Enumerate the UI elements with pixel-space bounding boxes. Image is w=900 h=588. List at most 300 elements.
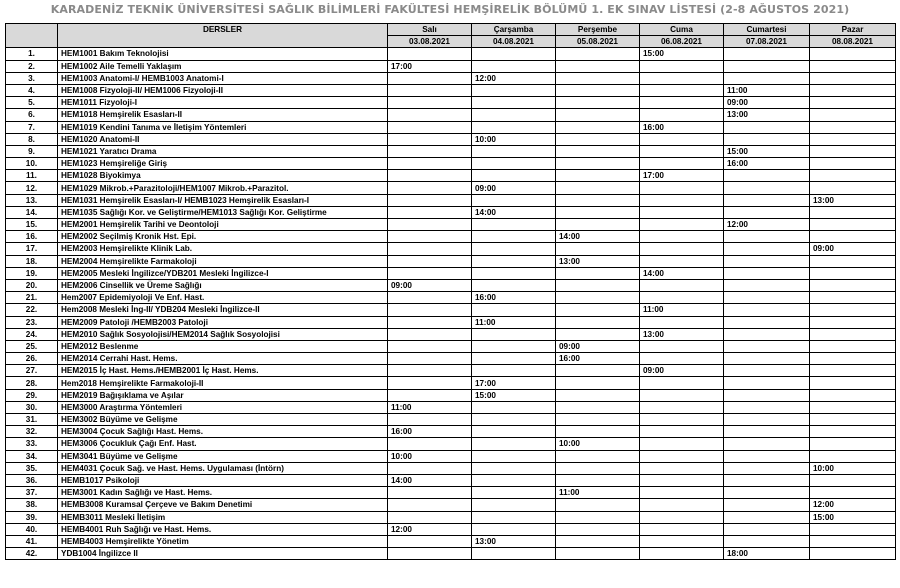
exam-time-cell [810,340,896,352]
row-number: 4. [6,84,58,96]
header-row-days [6,24,896,36]
table-row [6,438,896,450]
exam-time-cell [640,182,724,194]
exam-time-cell [810,316,896,328]
course-name: HEM3006 Çocukluk Çağı Enf. Hast. [58,438,388,450]
exam-time-cell [556,109,640,121]
row-number: 10. [6,158,58,170]
table-row [6,194,896,206]
exam-time-cell [388,292,472,304]
exam-time-cell [388,84,472,96]
exam-time-cell [640,414,724,426]
row-number: 3. [6,72,58,84]
exam-time-cell [724,48,810,60]
exam-time-cell [388,219,472,231]
exam-time-cell: 12:00 [810,499,896,511]
course-name: HEM2001 Hemşirelik Tarihi ve Deontoloji [58,219,388,231]
table-row [6,523,896,535]
table-row [6,389,896,401]
exam-time-cell [640,206,724,218]
exam-time-cell: 11:00 [640,304,724,316]
exam-time-cell [724,426,810,438]
exam-time-cell [556,474,640,486]
header-day: Pazar [810,24,896,36]
exam-time-cell: 18:00 [724,548,810,560]
exam-time-cell: 09:00 [556,340,640,352]
exam-time-cell: 12:00 [472,72,556,84]
exam-time-cell [472,279,556,291]
exam-time-cell [640,535,724,547]
exam-time-cell [556,292,640,304]
exam-time-cell [472,84,556,96]
row-number: 34. [6,450,58,462]
exam-time-cell [724,328,810,340]
row-number: 15. [6,219,58,231]
exam-time-cell: 09:00 [640,365,724,377]
table-row [6,206,896,218]
exam-time-cell [388,353,472,365]
row-number: 22. [6,304,58,316]
exam-time-cell: 16:00 [640,121,724,133]
course-name: Hem2018 Hemşirelikte Farmakoloji-II [58,377,388,389]
course-name: HEM1018 Hemşirelik Esasları-II [58,109,388,121]
exam-time-cell [556,219,640,231]
exam-time-cell [640,316,724,328]
exam-time-cell: 11:00 [556,487,640,499]
exam-time-cell: 17:00 [472,377,556,389]
exam-time-cell: 14:00 [388,474,472,486]
row-number: 35. [6,462,58,474]
exam-time-cell [640,72,724,84]
row-number: 18. [6,255,58,267]
exam-time-cell [472,511,556,523]
exam-time-cell [810,182,896,194]
row-number: 2. [6,60,58,72]
exam-time-cell [556,206,640,218]
exam-time-cell: 11:00 [724,84,810,96]
exam-time-cell [388,109,472,121]
table-row [6,48,896,60]
exam-time-cell: 11:00 [472,316,556,328]
header-date: 05.08.2021 [556,36,640,48]
course-name: HEMB3008 Kuramsal Çerçeve ve Bakım Denetimi [58,499,388,511]
row-number: 33. [6,438,58,450]
exam-time-cell [640,133,724,145]
exam-time-cell [472,158,556,170]
exam-time-cell [810,121,896,133]
exam-time-cell [724,267,810,279]
exam-time-cell: 16:00 [556,353,640,365]
header-date: 08.08.2021 [810,36,896,48]
exam-time-cell [556,511,640,523]
exam-time-cell: 16:00 [388,426,472,438]
exam-time-cell [810,353,896,365]
table-row [6,535,896,547]
row-number: 39. [6,511,58,523]
exam-time-cell [640,401,724,413]
row-number: 14. [6,206,58,218]
exam-time-cell [388,462,472,474]
exam-time-cell [810,231,896,243]
exam-time-cell [810,158,896,170]
exam-time-cell [810,84,896,96]
exam-time-cell [724,414,810,426]
table-row [6,219,896,231]
table-row [6,316,896,328]
header-day: Salı [388,24,472,36]
exam-time-cell [640,462,724,474]
exam-time-cell [810,97,896,109]
exam-time-cell [810,401,896,413]
exam-time-cell [556,145,640,157]
exam-time-cell [640,292,724,304]
course-name: HEM1028 Biyokimya [58,170,388,182]
table-row [6,414,896,426]
exam-time-cell: 10:00 [810,462,896,474]
course-name: HEM2015 İç Hast. Hems./HEMB2001 İç Hast. Hems. [58,365,388,377]
exam-time-cell [724,194,810,206]
exam-time-cell [724,133,810,145]
exam-time-cell [810,145,896,157]
exam-time-cell [810,48,896,60]
table-row [6,499,896,511]
exam-time-cell [810,535,896,547]
exam-time-cell [810,365,896,377]
exam-time-cell [640,511,724,523]
exam-time-cell [388,267,472,279]
exam-time-cell [640,474,724,486]
exam-time-cell [472,426,556,438]
table-row [6,158,896,170]
row-number: 8. [6,133,58,145]
exam-time-cell [388,511,472,523]
row-number: 25. [6,340,58,352]
table-row [6,511,896,523]
row-number: 13. [6,194,58,206]
exam-time-cell [556,158,640,170]
course-name: HEM1021 Yaratıcı Drama [58,145,388,157]
exam-time-cell [556,267,640,279]
exam-time-cell [556,182,640,194]
exam-time-cell [472,414,556,426]
row-number: 36. [6,474,58,486]
table-row [6,255,896,267]
exam-time-cell [388,389,472,401]
exam-time-cell [556,523,640,535]
exam-time-cell [724,535,810,547]
row-number: 30. [6,401,58,413]
exam-time-cell [724,340,810,352]
exam-time-cell [724,474,810,486]
course-name: HEM3041 Büyüme ve Gelişme [58,450,388,462]
exam-time-cell [810,389,896,401]
exam-time-cell [556,389,640,401]
row-number: 19. [6,267,58,279]
exam-time-cell [556,450,640,462]
exam-time-cell [810,206,896,218]
exam-time-cell [556,328,640,340]
table-row [6,377,896,389]
exam-time-cell [556,401,640,413]
exam-time-cell: 09:00 [388,279,472,291]
course-name: Hem2007 Epidemiyoloji Ve Enf. Hast. [58,292,388,304]
exam-time-cell [472,523,556,535]
exam-time-cell [472,340,556,352]
course-name: HEM2019 Bağışıklama ve Aşılar [58,389,388,401]
course-name: HEM2009 Patoloji /HEMB2003 Patoloji [58,316,388,328]
row-number: 21. [6,292,58,304]
header-day: Perşembe [556,24,640,36]
exam-time-cell: 14:00 [556,231,640,243]
exam-time-cell [472,499,556,511]
table-row [6,462,896,474]
exam-time-cell [810,292,896,304]
exam-time-cell [472,255,556,267]
exam-time-cell [724,499,810,511]
course-name: HEM1031 Hemşirelik Esasları-I/ HEMB1023 Hemşirelik Esasları-I [58,194,388,206]
exam-time-cell [472,365,556,377]
exam-time-cell: 10:00 [556,438,640,450]
exam-time-cell [556,84,640,96]
exam-time-cell: 13:00 [810,194,896,206]
exam-time-cell [388,304,472,316]
exam-time-cell [640,84,724,96]
exam-time-cell [388,487,472,499]
exam-time-cell: 15:00 [810,511,896,523]
exam-time-cell [472,474,556,486]
row-number: 41. [6,535,58,547]
exam-time-cell: 17:00 [388,60,472,72]
table-row [6,365,896,377]
exam-time-cell [388,316,472,328]
exam-time-cell [640,158,724,170]
header-date: 04.08.2021 [472,36,556,48]
exam-time-cell [640,499,724,511]
row-number: 42. [6,548,58,560]
exam-time-cell [640,243,724,255]
exam-time-cell [388,206,472,218]
table-row [6,401,896,413]
exam-time-cell [810,328,896,340]
exam-time-cell [556,97,640,109]
exam-time-cell [388,365,472,377]
course-name: HEM4031 Çocuk Sağ. ve Hast. Hems. Uygulaması (İntörn) [58,462,388,474]
course-name: HEM2006 Cinsellik ve Üreme Sağlığı [58,279,388,291]
table-row [6,121,896,133]
exam-time-cell [640,60,724,72]
course-name: HEM1029 Mikrob.+Parazitoloji/HEM1007 Mikrob.+Parazitol. [58,182,388,194]
exam-time-cell [472,487,556,499]
table-row [6,279,896,291]
exam-time-cell [724,206,810,218]
exam-time-cell [388,414,472,426]
exam-time-cell [556,72,640,84]
course-name: HEM1019 Kendini Tanıma ve İletişim Yöntemleri [58,121,388,133]
exam-time-cell [472,328,556,340]
exam-time-cell [388,133,472,145]
header-date: 07.08.2021 [724,36,810,48]
exam-time-cell: 13:00 [640,328,724,340]
exam-time-cell [724,353,810,365]
exam-time-cell [640,523,724,535]
table-row [6,353,896,365]
exam-time-cell [556,316,640,328]
exam-time-cell [724,438,810,450]
table-row [6,170,896,182]
exam-time-cell [724,377,810,389]
exam-time-cell: 13:00 [472,535,556,547]
course-name: HEMB4003 Hemşirelikte Yönetim [58,535,388,547]
exam-time-cell [640,279,724,291]
course-name: HEMB3011 Mesleki İletişim [58,511,388,523]
exam-time-cell [724,72,810,84]
exam-time-cell [556,365,640,377]
exam-time-cell [724,462,810,474]
exam-time-cell [472,304,556,316]
exam-time-cell: 15:00 [640,48,724,60]
table-row [6,231,896,243]
exam-time-cell [640,548,724,560]
table-row [6,243,896,255]
exam-time-cell [472,353,556,365]
row-number: 27. [6,365,58,377]
exam-time-cell: 13:00 [724,109,810,121]
course-name: HEM3000 Araştırma Yöntemleri [58,401,388,413]
exam-time-cell [388,255,472,267]
exam-time-cell [472,97,556,109]
exam-time-cell [388,340,472,352]
exam-time-cell [724,182,810,194]
table-row [6,109,896,121]
exam-time-cell [388,243,472,255]
exam-time-cell [472,267,556,279]
course-name: HEM2014 Cerrahi Hast. Hems. [58,353,388,365]
exam-time-cell [556,414,640,426]
row-number: 12. [6,182,58,194]
table-row [6,474,896,486]
exam-time-cell [640,231,724,243]
exam-time-cell [472,145,556,157]
exam-time-cell [724,389,810,401]
exam-time-cell [556,377,640,389]
exam-time-cell [472,194,556,206]
row-number: 9. [6,145,58,157]
exam-time-cell [388,145,472,157]
exam-time-cell [810,438,896,450]
row-number: 26. [6,353,58,365]
row-number: 16. [6,231,58,243]
exam-time-cell: 14:00 [640,267,724,279]
exam-time-cell [640,255,724,267]
exam-time-cell [724,243,810,255]
course-name: HEM1020 Anatomi-II [58,133,388,145]
course-name: YDB1004 İngilizce II [58,548,388,560]
exam-time-cell [556,194,640,206]
header-day: Çarşamba [472,24,556,36]
exam-time-cell [472,60,556,72]
table-row [6,548,896,560]
exam-time-cell [556,279,640,291]
course-name: HEM1002 Aile Temelli Yaklaşım [58,60,388,72]
table-row [6,97,896,109]
exam-time-cell [810,72,896,84]
exam-time-cell [556,499,640,511]
header-day: Cuma [640,24,724,36]
course-name: HEM3001 Kadın Sağlığı ve Hast. Hems. [58,487,388,499]
exam-time-cell [810,487,896,499]
exam-time-cell [640,97,724,109]
row-number: 11. [6,170,58,182]
exam-time-cell [810,133,896,145]
exam-time-cell [640,219,724,231]
exam-time-cell [472,243,556,255]
exam-time-cell [724,365,810,377]
exam-time-cell: 13:00 [556,255,640,267]
table-row [6,328,896,340]
exam-time-cell: 12:00 [388,523,472,535]
exam-time-cell [556,133,640,145]
exam-time-cell: 09:00 [472,182,556,194]
exam-time-cell [556,426,640,438]
exam-time-cell [724,60,810,72]
course-name: HEM1003 Anatomi-I/ HEMB1003 Anatomi-I [58,72,388,84]
table-row [6,292,896,304]
exam-time-cell [640,109,724,121]
course-name: HEM1008 Fizyoloji-II/ HEM1006 Fizyoloji-II [58,84,388,96]
course-name: HEM2010 Sağlık Sosyolojisi/HEM2014 Sağlık Sosyolojisi [58,328,388,340]
exam-time-cell [556,170,640,182]
exam-time-cell [388,438,472,450]
row-number: 28. [6,377,58,389]
exam-time-cell [724,523,810,535]
row-number: 32. [6,426,58,438]
exam-time-cell [810,60,896,72]
exam-time-cell [640,389,724,401]
exam-time-cell [472,548,556,560]
table-row [6,133,896,145]
table-row [6,60,896,72]
course-name: HEM3002 Büyüme ve Gelişme [58,414,388,426]
exam-time-cell: 10:00 [388,450,472,462]
exam-time-cell [556,60,640,72]
row-number: 29. [6,389,58,401]
exam-time-cell [388,170,472,182]
table-row [6,487,896,499]
exam-time-cell [388,231,472,243]
exam-time-cell [472,462,556,474]
exam-time-cell [388,499,472,511]
row-number: 6. [6,109,58,121]
course-name: HEM2005 Mesleki İngilizce/YDB201 Mesleki İngilizce-I [58,267,388,279]
exam-time-cell [640,377,724,389]
header-date: 03.08.2021 [388,36,472,48]
row-number: 40. [6,523,58,535]
exam-time-cell: 12:00 [724,219,810,231]
exam-time-cell [472,121,556,133]
exam-time-cell [810,450,896,462]
table-row [6,304,896,316]
exam-time-cell [472,438,556,450]
exam-time-cell [810,279,896,291]
exam-time-cell [724,170,810,182]
exam-time-cell [388,97,472,109]
exam-time-cell [640,145,724,157]
exam-time-cell: 10:00 [472,133,556,145]
course-name: HEM2002 Seçilmiş Kronik Hst. Epi. [58,231,388,243]
row-number: 7. [6,121,58,133]
exam-time-cell [388,48,472,60]
exam-time-cell [640,426,724,438]
